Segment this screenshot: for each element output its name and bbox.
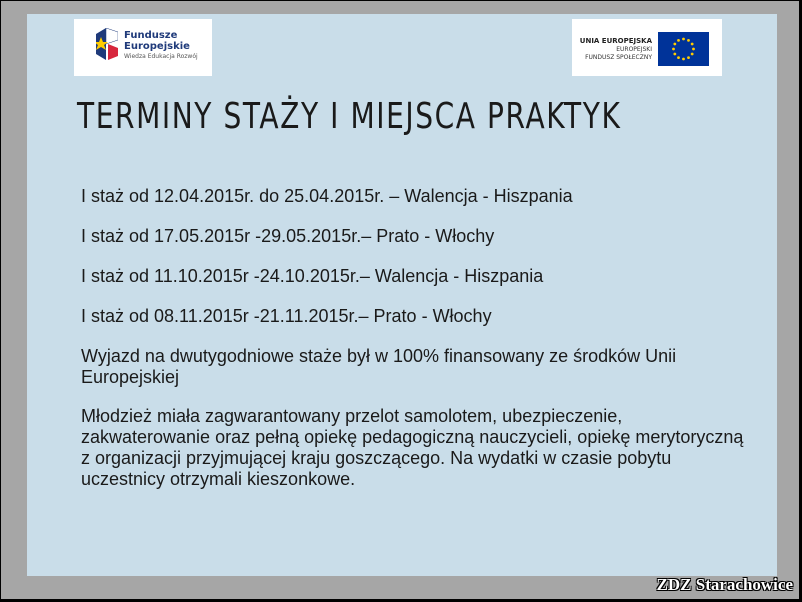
eu-flag-star-icon xyxy=(687,39,690,42)
eu-flag-star-icon xyxy=(677,39,680,42)
logo-right-line3: FUNDUSZ SPOŁECZNY xyxy=(585,54,652,61)
internship-dates-1: I staż od 12.04.2015r. do 25.04.2015r. – Walencja - Hiszpania xyxy=(81,186,573,206)
eu-flag-star-icon xyxy=(682,58,685,61)
eu-flag-star-icon xyxy=(691,53,694,56)
eu-flag-star-icon xyxy=(682,38,685,41)
fundusze-star-logo-icon xyxy=(96,28,118,60)
funding-paragraph: Wyjazd na dwutygodniowe staże był w 100% finansowany ze środków Unii Europejskiej xyxy=(81,346,677,387)
watermark: ZDZ Starachowice xyxy=(656,575,793,594)
logo-right-line2: EUROPEJSKI xyxy=(616,46,652,53)
eu-flag-star-icon xyxy=(692,48,695,51)
eu-flag-star-icon xyxy=(677,56,680,59)
logo-right-line1: UNIA EUROPEJSKA xyxy=(579,37,652,45)
eu-flag-star-icon xyxy=(673,43,676,46)
internship-dates-3: I staż od 11.10.2015r -24.10.2015r.– Walencja - Hiszpania xyxy=(81,266,544,286)
slide-title: TERMINY STAŻY I MIEJSCA PRAKTYK xyxy=(77,96,622,137)
benefits-paragraph: Młodzież miała zagwarantowany przelot samolotem, ubezpieczenie, zakwaterowanie oraz pełną opiekę pedagogiczną nauczycieli, opiekę merytoryczną z organizacji przyjmującej kraju goszczącego. Na wydatki w czasie pobytu uczestnicy otrzymali kieszonkowe. xyxy=(81,406,744,489)
slide-frame xyxy=(1,1,799,599)
logo-left-line3: Wiedza Edukacja Rozwój xyxy=(124,53,198,60)
eu-flag-star-icon xyxy=(673,53,676,56)
slide xyxy=(27,14,777,576)
fundusze-europejskie-logo xyxy=(74,19,212,76)
internship-dates-2: I staż od 17.05.2015r -29.05.2015r.– Prato - Włochy xyxy=(81,226,495,246)
logo-left-line2: Europejskie xyxy=(124,41,190,52)
eu-flag-icon xyxy=(658,32,709,66)
eu-flag-star-icon xyxy=(672,48,675,51)
internship-dates-4: I staż od 08.11.2015r -21.11.2015r.– Prato - Włochy xyxy=(81,306,492,326)
eu-flag-star-icon xyxy=(691,43,694,46)
logo-left-line1: Fundusze xyxy=(124,30,178,41)
eu-social-fund-logo xyxy=(572,19,722,76)
eu-flag-star-icon xyxy=(687,56,690,59)
slide-body xyxy=(81,186,751,508)
